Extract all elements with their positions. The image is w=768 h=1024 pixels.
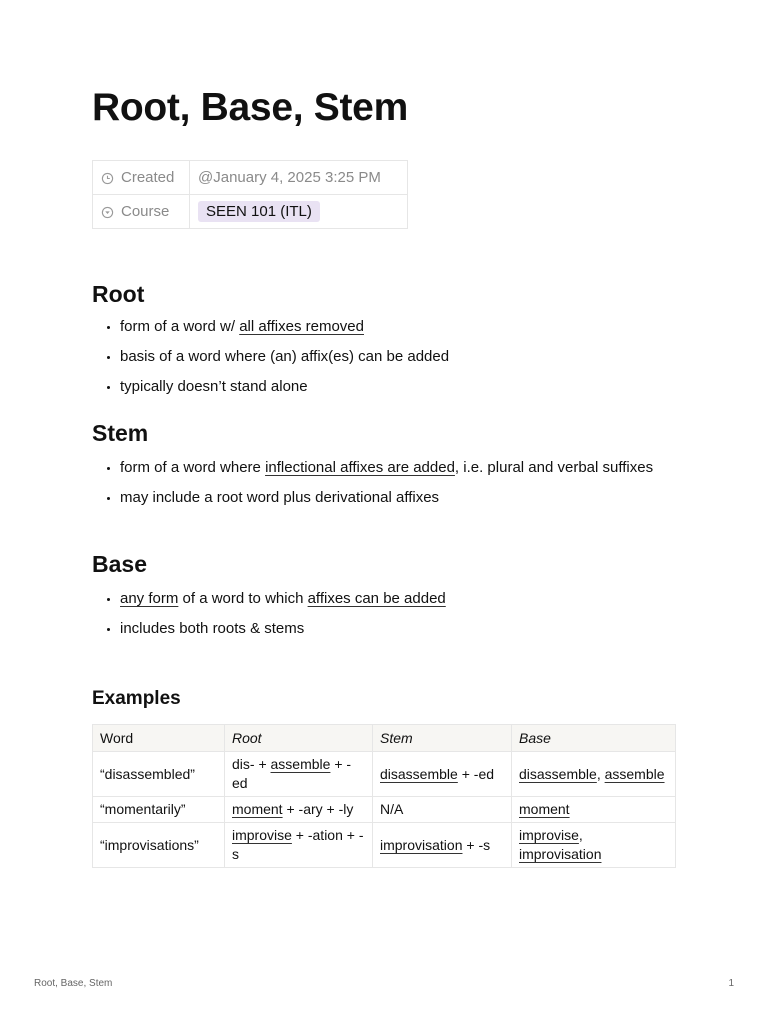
examples-table bbox=[92, 724, 676, 868]
list-item: • may include a root word plus derivational affixes bbox=[120, 487, 676, 509]
text: form of a word where bbox=[120, 459, 266, 476]
list-item: • typically doesn’t stand alone bbox=[120, 376, 676, 398]
root-cell: dis- + assemble + -ed bbox=[225, 752, 373, 797]
column-header-stem: Stem bbox=[373, 725, 512, 752]
created-label-cell bbox=[93, 161, 190, 195]
property-row-course bbox=[93, 195, 408, 229]
list-item bbox=[120, 316, 676, 338]
page-title: Root, Base, Stem bbox=[92, 86, 408, 129]
base-cell: moment bbox=[512, 797, 676, 823]
base-heading: Base bbox=[92, 551, 147, 577]
text: , i.e. plural and verbal suffixes bbox=[454, 459, 654, 476]
list-item: • basis of a word where (an) affix(es) can be added bbox=[120, 346, 676, 368]
page-number: 1 bbox=[728, 978, 734, 989]
created-label: Created bbox=[121, 169, 175, 186]
course-label: Course bbox=[121, 203, 170, 220]
clock-icon bbox=[101, 172, 114, 185]
list-item: • includes both roots & stems bbox=[120, 618, 676, 640]
select-icon bbox=[101, 206, 114, 219]
list-item bbox=[120, 588, 676, 610]
table-row bbox=[93, 797, 676, 823]
course-tag[interactable]: SEEN 101 (ITL) bbox=[198, 201, 320, 222]
root-cell: improvise + -ation + -s bbox=[225, 823, 373, 868]
property-row-created bbox=[93, 161, 408, 195]
root-cell: moment + -ary + -ly bbox=[225, 797, 373, 823]
text: of a word to which bbox=[178, 590, 308, 607]
underlined-text: inflectional affixes are added bbox=[265, 459, 455, 476]
stem-cell: disassemble + -ed bbox=[373, 752, 512, 797]
examples-heading: Examples bbox=[92, 688, 181, 709]
root-list bbox=[92, 316, 676, 406]
base-list bbox=[92, 588, 676, 648]
column-header-root: Root bbox=[225, 725, 373, 752]
base-cell: disassemble, assemble bbox=[512, 752, 676, 797]
table-header-row bbox=[93, 725, 676, 752]
stem-cell: N/A bbox=[373, 797, 512, 823]
properties-table bbox=[92, 160, 408, 229]
text: form of a word w/ bbox=[120, 318, 240, 335]
course-label-cell bbox=[93, 195, 190, 229]
underlined-text: any form bbox=[120, 590, 179, 607]
table-row bbox=[93, 752, 676, 797]
stem-cell: improvisation + -s bbox=[373, 823, 512, 868]
base-cell: improvise, improvisation bbox=[512, 823, 676, 868]
stem-heading: Stem bbox=[92, 420, 149, 446]
word-cell: “momentarily” bbox=[93, 797, 225, 823]
list-item bbox=[120, 457, 676, 479]
root-heading: Root bbox=[92, 281, 145, 307]
column-header-word: Word bbox=[93, 725, 225, 752]
underlined-text: affixes can be added bbox=[307, 590, 446, 607]
column-header-base: Base bbox=[512, 725, 676, 752]
course-value-cell[interactable] bbox=[190, 195, 408, 229]
stem-list bbox=[92, 457, 676, 517]
underlined-text: all affixes removed bbox=[239, 318, 364, 335]
table-row bbox=[93, 823, 676, 868]
word-cell: “disassembled” bbox=[93, 752, 225, 797]
created-value[interactable]: @January 4, 2025 3:25 PM bbox=[190, 161, 408, 195]
word-cell: “improvisations” bbox=[93, 823, 225, 868]
footer-title: Root, Base, Stem bbox=[34, 978, 113, 989]
